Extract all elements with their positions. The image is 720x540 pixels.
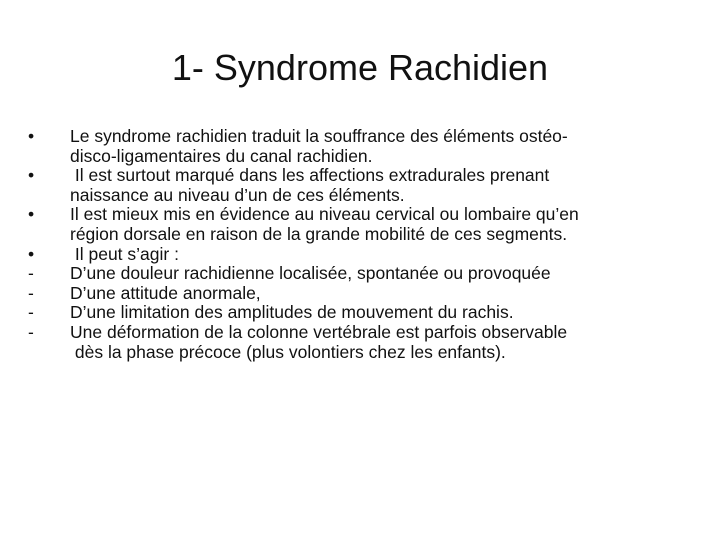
bullet-marker: • xyxy=(28,243,35,264)
item-text-line: Le syndrome rachidien traduit la souffrance des éléments ostéo- xyxy=(70,126,568,146)
list-item xyxy=(28,166,668,205)
item-text-line: Il peut s’agir : xyxy=(70,243,179,264)
item-text-line: D’une limitation des amplitudes de mouvement du rachis. xyxy=(70,302,514,323)
dash-marker: - xyxy=(28,321,34,342)
bullet-marker: • xyxy=(28,126,35,146)
list-item xyxy=(28,323,668,362)
item-text-line: région dorsale en raison de la grande mobilité de ces segments. xyxy=(70,223,568,244)
bullet-marker: • xyxy=(28,204,35,225)
list-item xyxy=(28,245,668,265)
bullet-marker: • xyxy=(28,165,35,186)
list-item xyxy=(28,205,668,244)
list-item xyxy=(28,303,668,323)
item-text-line: dès la phase précoce (plus volontiers chez les enfants). xyxy=(70,341,506,362)
item-text-line: disco-ligamentaires du canal rachidien. xyxy=(70,145,373,166)
slide-title: 1- Syndrome Rachidien xyxy=(171,47,549,88)
dash-marker: - xyxy=(28,302,34,323)
item-text-line: naissance au niveau d’un de ces éléments. xyxy=(70,184,405,205)
list-item xyxy=(28,284,668,304)
item-text-line: Une déformation de la colonne vertébrale est parfois observable xyxy=(70,321,568,342)
item-text-line: D’une attitude anormale, xyxy=(70,282,261,303)
dash-marker: - xyxy=(28,263,34,284)
item-text-line: D’une douleur rachidienne localisée, spontanée ou provoquée xyxy=(70,263,551,284)
bullet-list xyxy=(28,127,668,362)
list-item xyxy=(28,127,668,166)
item-text-line: Il est surtout marqué dans les affections extradurales prenant xyxy=(70,165,550,186)
list-item xyxy=(28,264,668,284)
item-text-line: Il est mieux mis en évidence au niveau cervical ou lombaire qu’en xyxy=(70,204,579,225)
dash-marker: - xyxy=(28,282,34,303)
